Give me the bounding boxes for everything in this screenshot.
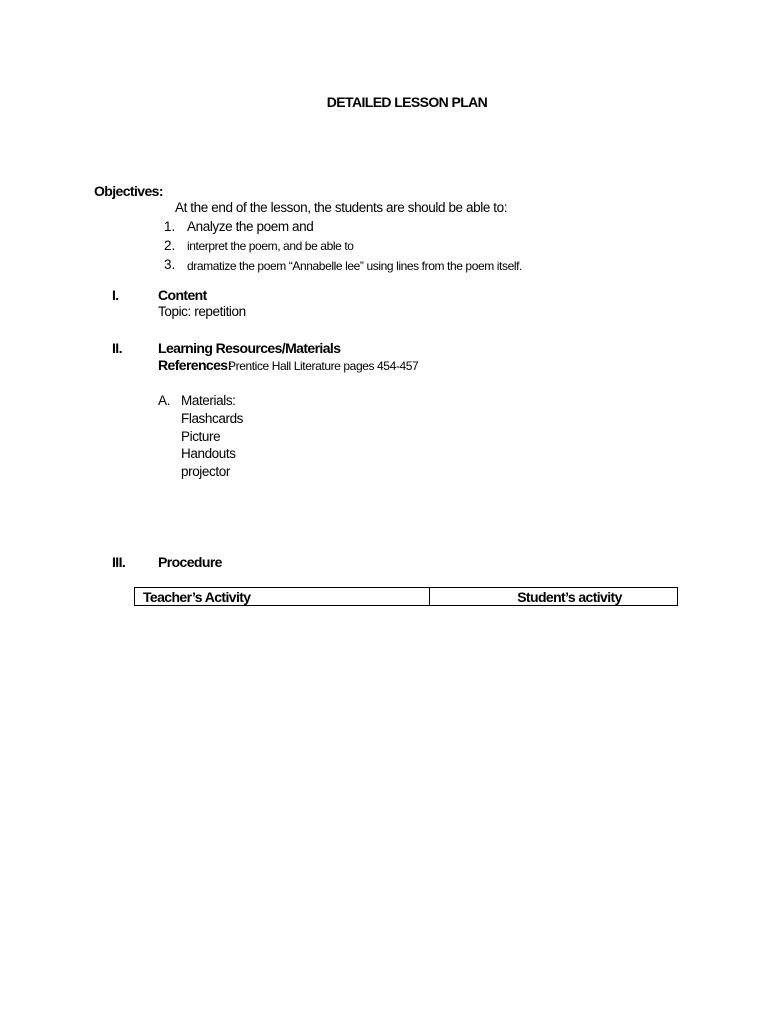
references-label: References:	[158, 357, 232, 373]
objective-number: 2.	[164, 238, 176, 253]
objective-item: Analyze the poem and	[187, 219, 314, 234]
objectives-label: Objectives:	[94, 183, 163, 199]
table-header-row	[135, 588, 678, 606]
material-item: Handouts	[181, 446, 236, 461]
references-value: Prentice Hall Literature pages 454-457	[228, 359, 419, 373]
section-numeral: III.	[112, 554, 126, 570]
procedure-table	[134, 587, 678, 606]
procedure-heading: Procedure	[158, 554, 222, 570]
objective-item: dramatize the poem “Annabelle lee” using lines from the poem itself.	[187, 259, 522, 273]
teacher-activity-header: Teacher’s Activity	[135, 588, 430, 606]
material-item: Flashcards	[181, 411, 244, 426]
objectives-intro: At the end of the lesson, the students are should be able to:	[175, 200, 508, 215]
objective-number: 3.	[164, 257, 176, 272]
objective-item: interpret the poem, and be able to	[187, 239, 354, 253]
material-item: projector	[181, 464, 230, 479]
materials-label: Materials:	[181, 393, 236, 408]
page-title: DETAILED LESSON PLAN	[326, 94, 488, 110]
materials-marker: A.	[158, 393, 170, 408]
section-numeral: I.	[112, 287, 119, 303]
content-topic: Topic: repetition	[158, 304, 246, 319]
section-numeral: II.	[112, 340, 122, 356]
student-activity-header: Student’s activity	[430, 588, 678, 606]
material-item: Picture	[181, 429, 221, 444]
resources-heading: Learning Resources/Materials	[158, 340, 341, 356]
content-heading: Content	[158, 287, 207, 303]
objective-number: 1.	[164, 219, 176, 234]
